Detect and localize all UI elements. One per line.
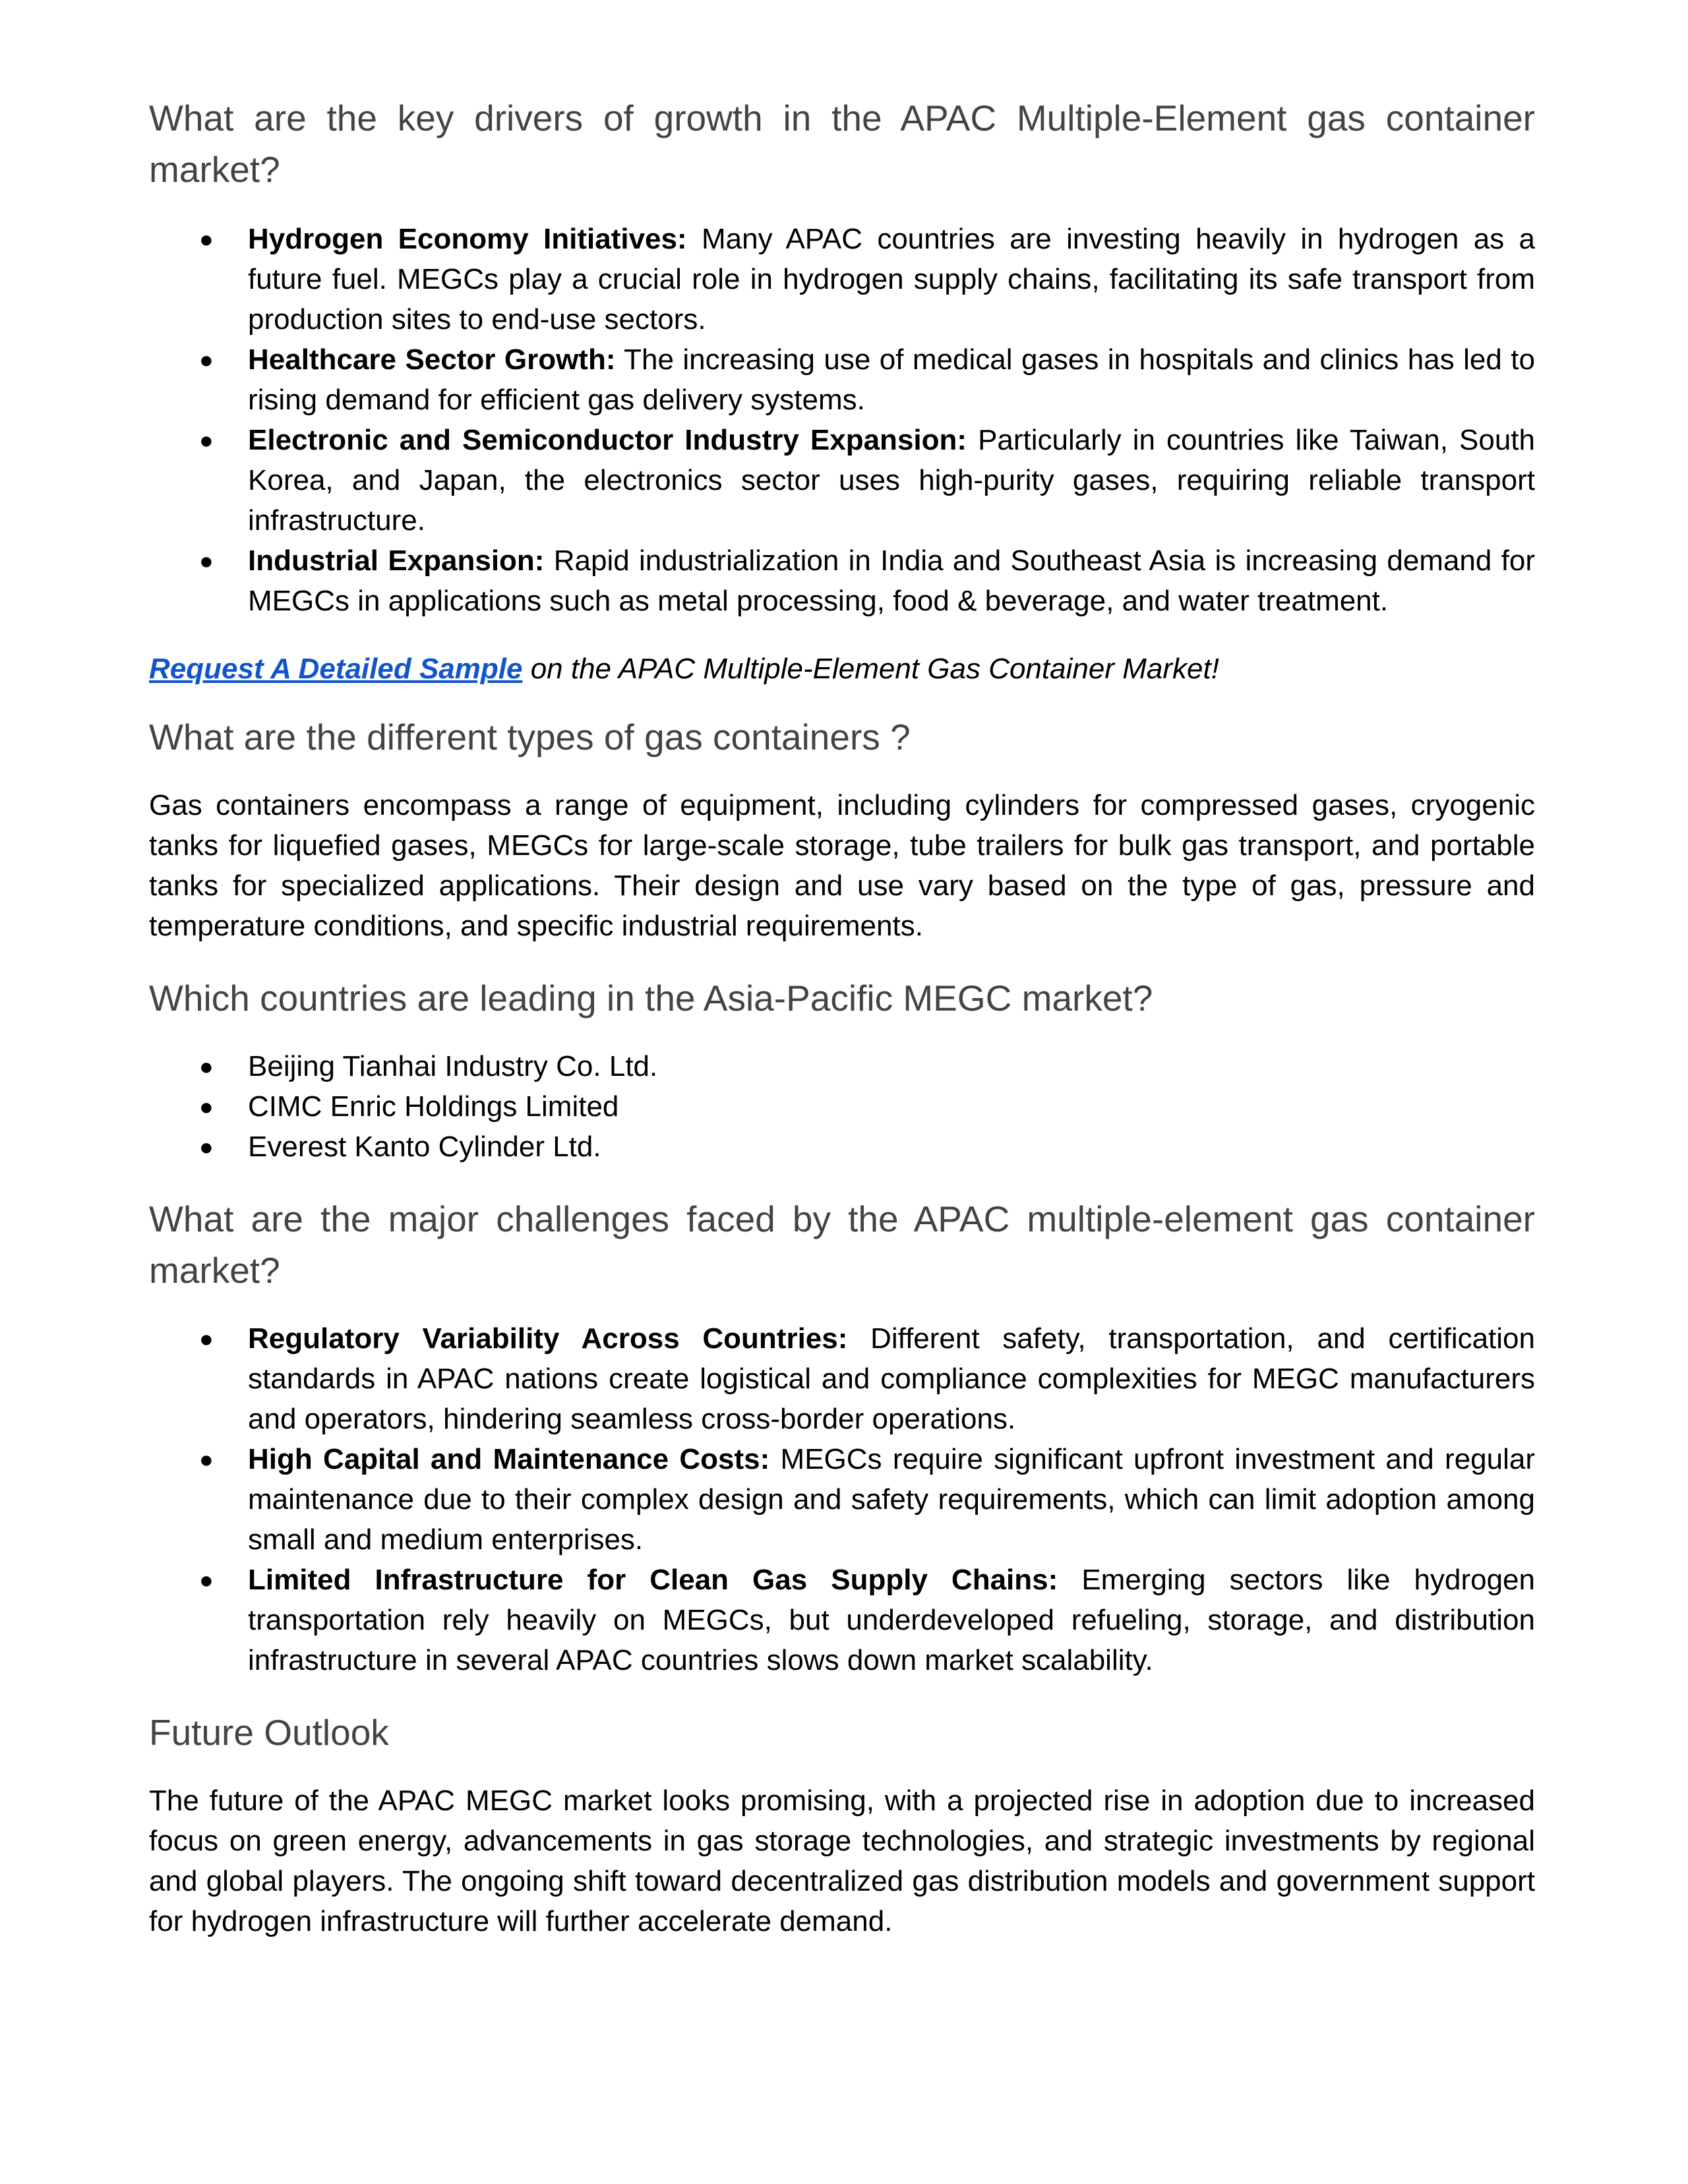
document-page [149,92,1535,1941]
list-item [149,1560,1535,1680]
bullet-icon: ● [199,1446,214,1473]
future-outlook-paragraph: The future of the APAC MEGC market looks promising, with a projected rise in adoption due to increased focus on green energy, advancements in gas storage technologies, and strategic investments by regional and global players. The ongoing shift toward decentralized gas distribution models and government support for hydrogen infrastructure will further accelerate demand. [149,1785,1535,1937]
list-item-text: Everest Kanto Cylinder Ltd. [248,1131,601,1163]
list-item-label: Hydrogen Economy Initiatives: [248,223,687,255]
list-item [149,420,1535,541]
growth-drivers-list [149,219,1535,621]
section-heading-growth-drivers: What are the key drivers of growth in the APAC Multiple-Element gas container market? [149,98,1535,190]
challenges-list [149,1318,1535,1680]
list-item [149,1086,1535,1127]
request-sample-rest: on the APAC Multiple-Element Gas Container Market! [522,653,1219,685]
container-types-paragraph: Gas containers encompass a range of equipment, including cylinders for compressed gases, cryogenic tanks for liquefied gases, MEGCs for large-scale storage, tube trailers for bulk gas transport, and portable tanks for specialized applications. Their design and use vary based on the type of gas, pressure and temperature conditions, and specific industrial requirements. [149,789,1535,942]
list-item [149,541,1535,621]
list-item [149,1439,1535,1560]
request-sample-link[interactable]: Request A Detailed Sample [149,653,523,685]
list-item [149,339,1535,420]
list-item-text: The increasing use of medical gases in hospitals and clinics has led to rising demand for efficient gas delivery systems. [248,343,1535,416]
list-item-text: Rapid industrialization in India and Southeast Asia is increasing demand for MEGCs in applications such as metal processing, food & beverage, and water treatment. [248,545,1536,617]
list-item-label: Healthcare Sector Growth: [248,343,616,376]
list-item-text: Emerging sectors like hydrogen transportation rely heavily on MEGCs, but underdeveloped refueling, storage, and distribution infrastructure in several APAC countries slows down market scalability. [248,1564,1535,1676]
leading-companies-list [149,1046,1535,1167]
list-item-text: Beijing Tianhai Industry Co. Ltd. [248,1050,658,1082]
list-item [149,1318,1535,1439]
list-item-label: High Capital and Maintenance Costs: [248,1443,770,1475]
section-heading-container-types: What are the different types of gas containers ? [149,717,911,757]
bullet-icon: ● [199,225,214,252]
bullet-icon: ● [199,547,214,574]
bullet-icon: ● [199,1093,214,1120]
request-sample-line [149,649,1535,689]
bullet-icon: ● [199,1133,214,1160]
list-item-label: Electronic and Semiconductor Industry Expansion: [248,424,967,456]
bullet-icon: ● [199,1566,214,1593]
list-item [149,219,1535,339]
section-heading-future-outlook: Future Outlook [149,1712,389,1753]
list-item [149,1127,1535,1167]
list-item-text: Different safety, transportation, and certification standards in APAC nations create logistical and compliance complexities for MEGC manufacturers and operators, hindering seamless cross-border operations. [248,1322,1535,1435]
list-item-text: Particularly in countries like Taiwan, South Korea, and Japan, the electronics sector uses high-purity gases, requiring reliable transport infrastructure. [248,424,1535,537]
bullet-icon: ● [199,427,214,454]
list-item-label: Limited Infrastructure for Clean Gas Supply Chains: [248,1564,1058,1596]
section-heading-leading-countries: Which countries are leading in the Asia-Pacific MEGC market? [149,978,1153,1018]
section-heading-challenges: What are the major challenges faced by the APAC multiple-element gas container market? [149,1198,1535,1291]
list-item-label: Industrial Expansion: [248,545,545,577]
list-item-text: CIMC Enric Holdings Limited [248,1090,619,1123]
bullet-icon: ● [199,1325,214,1352]
bullet-icon: ● [199,346,214,373]
list-item-text: MEGCs require significant upfront investment and regular maintenance due to their complex design and safety requirements, which can limit adoption among small and medium enterprises. [248,1443,1536,1556]
list-item-text: Many APAC countries are investing heavily in hydrogen as a future fuel. MEGCs play a crucial role in hydrogen supply chains, facilitating its safe transport from production sites to end-use sectors. [248,223,1535,336]
list-item [149,1046,1535,1086]
bullet-icon: ● [199,1053,214,1080]
list-item-label: Regulatory Variability Across Countries: [248,1322,848,1355]
